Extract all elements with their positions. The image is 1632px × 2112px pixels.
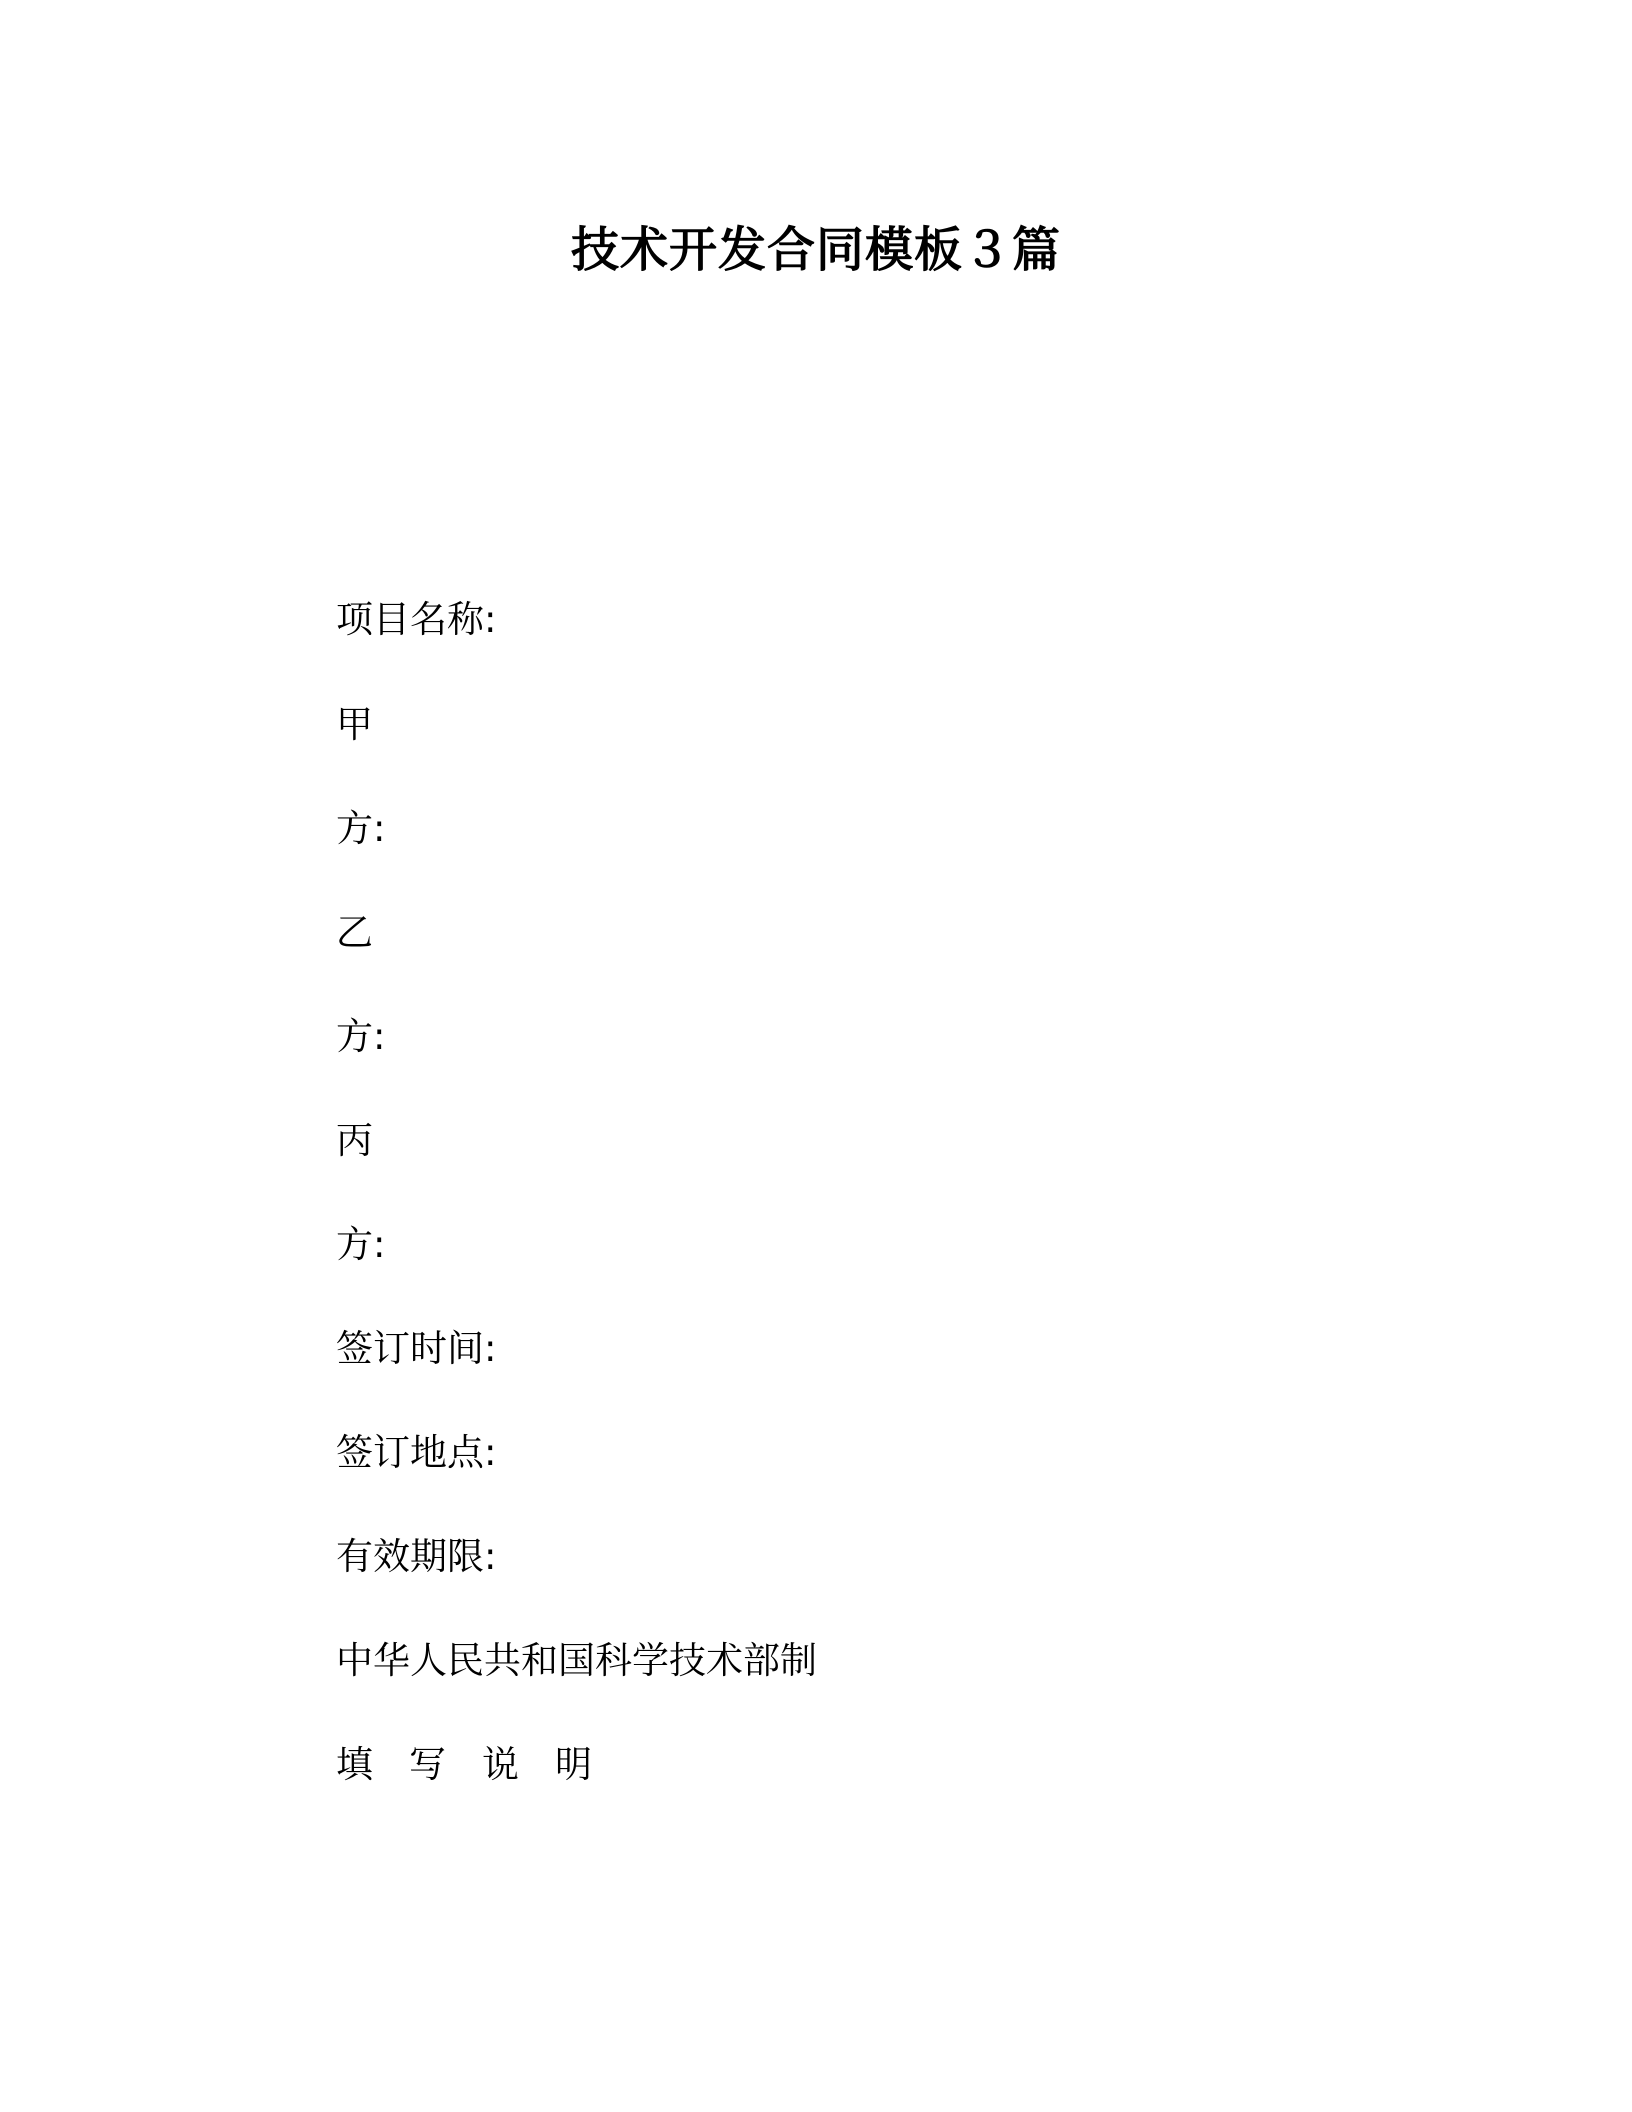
field-party-b-char: 乙 <box>336 911 373 954</box>
field-validity-period: 有效期限: <box>336 1535 497 1578</box>
instructions-heading: 填写说明 <box>336 1743 628 1786</box>
field-party-c-label: 方: <box>336 1223 386 1266</box>
field-signing-time: 签订时间: <box>336 1327 497 1370</box>
field-party-c-char: 丙 <box>336 1119 373 1162</box>
field-party-b-label: 方: <box>336 1015 386 1058</box>
document-title: 技术开发合同模板３篇 <box>570 222 1061 278</box>
field-party-a-label: 方: <box>336 807 386 850</box>
issuer-line: 中华人民共和国科学技术部制 <box>336 1639 817 1682</box>
field-signing-place: 签订地点: <box>336 1431 497 1474</box>
field-party-a-char: 甲 <box>336 703 373 746</box>
field-project-name: 项目名称: <box>336 598 497 641</box>
